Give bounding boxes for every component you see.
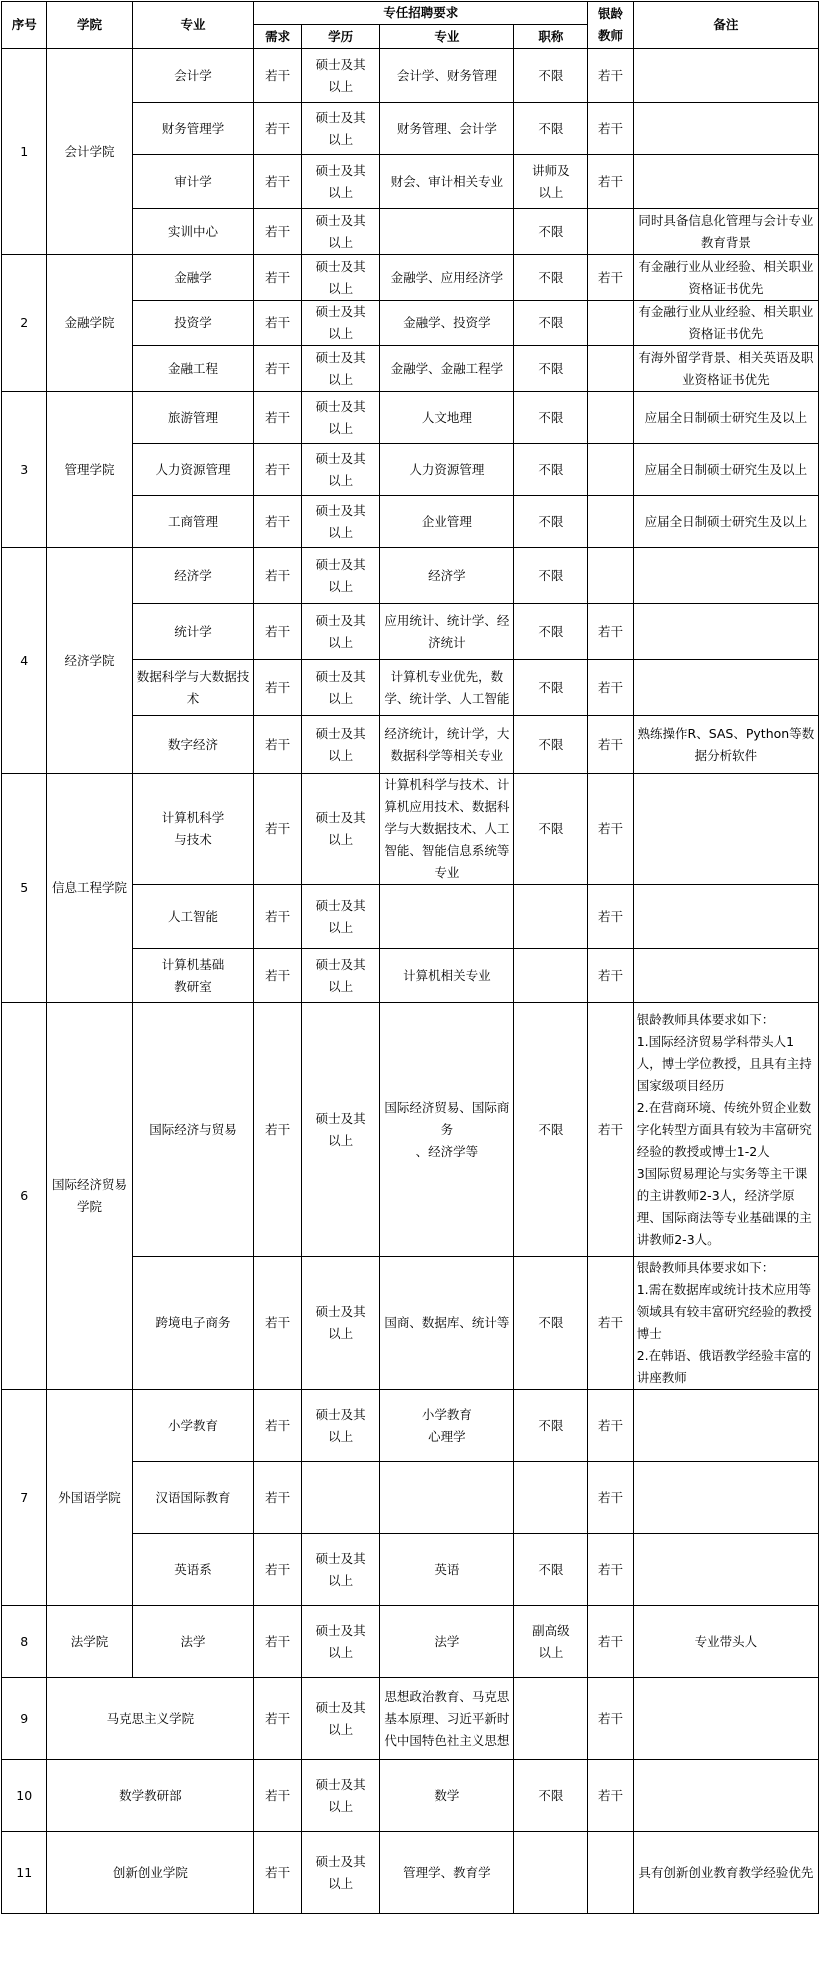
table-row [2, 392, 819, 444]
major-cell: 计算机基础 教研室 [132, 949, 254, 1003]
req-major-cell: 人力资源管理 [380, 444, 514, 496]
remark-cell [633, 103, 818, 155]
remark-cell: 有海外留学背景、相关英语及职业资格证书优先 [633, 346, 818, 392]
demand-cell: 若干 [254, 548, 302, 604]
req-major-cell: 计算机专业优先，数学、统计学、人工智能 [380, 660, 514, 716]
demand-cell: 若干 [254, 1462, 302, 1534]
title-cell: 不限 [514, 660, 588, 716]
remark-cell [633, 155, 818, 209]
demand-cell: 若干 [254, 444, 302, 496]
major-cell: 统计学 [132, 604, 254, 660]
header-degree: 学历 [301, 25, 379, 49]
silver-cell: 若干 [588, 604, 633, 660]
demand-cell: 若干 [254, 1678, 302, 1760]
major-cell: 金融工程 [132, 346, 254, 392]
demand-cell: 若干 [254, 49, 302, 103]
req-major-cell [380, 1462, 514, 1534]
silver-cell: 若干 [588, 949, 633, 1003]
degree-cell: 硕士及其 以上 [301, 1390, 379, 1462]
remark-cell [633, 1534, 818, 1606]
degree-cell: 硕士及其 以上 [301, 1003, 379, 1257]
demand-cell: 若干 [254, 604, 302, 660]
table-row [2, 1003, 819, 1257]
remark-cell [633, 1678, 818, 1760]
demand-cell: 若干 [254, 346, 302, 392]
silver-cell: 若干 [588, 660, 633, 716]
req-major-cell: 计算机相关专业 [380, 949, 514, 1003]
degree-cell [301, 1462, 379, 1534]
seq-cell: 10 [2, 1760, 47, 1832]
title-cell [514, 885, 588, 949]
title-cell: 不限 [514, 255, 588, 301]
college-cell: 会计学院 [47, 49, 132, 255]
degree-cell: 硕士及其 以上 [301, 774, 379, 885]
header-req-major: 专业 [380, 25, 514, 49]
major-cell: 金融学 [132, 255, 254, 301]
demand-cell: 若干 [254, 1606, 302, 1678]
major-cell: 计算机科学 与技术 [132, 774, 254, 885]
demand-cell: 若干 [254, 1832, 302, 1914]
req-major-cell: 法学 [380, 1606, 514, 1678]
header-seq: 序号 [2, 2, 47, 49]
seq-cell: 8 [2, 1606, 47, 1678]
silver-cell [588, 1832, 633, 1914]
major-cell: 投资学 [132, 301, 254, 346]
degree-cell: 硕士及其 以上 [301, 1606, 379, 1678]
college-cell: 马克思主义学院 [47, 1678, 254, 1760]
demand-cell: 若干 [254, 774, 302, 885]
demand-cell: 若干 [254, 660, 302, 716]
req-major-cell: 企业管理 [380, 496, 514, 548]
remark-cell [633, 1760, 818, 1832]
seq-cell: 2 [2, 255, 47, 392]
remark-cell: 熟练操作R、SAS、Python等数据分析软件 [633, 716, 818, 774]
title-cell [514, 1462, 588, 1534]
title-cell: 不限 [514, 1390, 588, 1462]
silver-cell: 若干 [588, 1462, 633, 1534]
remark-cell [633, 1390, 818, 1462]
req-major-cell: 管理学、教育学 [380, 1832, 514, 1914]
remark-cell: 有金融行业从业经验、相关职业资格证书优先 [633, 255, 818, 301]
req-major-cell: 英语 [380, 1534, 514, 1606]
title-cell: 不限 [514, 1257, 588, 1390]
title-cell: 副高级 以上 [514, 1606, 588, 1678]
demand-cell: 若干 [254, 392, 302, 444]
title-cell: 不限 [514, 1760, 588, 1832]
req-major-cell: 计算机科学与技术、计算机应用技术、数据科学与大数据技术、人工智能、智能信息系统等专业 [380, 774, 514, 885]
demand-cell: 若干 [254, 716, 302, 774]
table-row [2, 1832, 819, 1914]
college-cell: 经济学院 [47, 548, 132, 774]
title-cell [514, 1678, 588, 1760]
silver-cell: 若干 [588, 155, 633, 209]
seq-cell: 3 [2, 392, 47, 548]
major-cell: 跨境电子商务 [132, 1257, 254, 1390]
req-major-cell: 经济统计，统计学，大数据科学等相关专业 [380, 716, 514, 774]
seq-cell: 4 [2, 548, 47, 774]
major-cell: 英语系 [132, 1534, 254, 1606]
major-cell: 财务管理学 [132, 103, 254, 155]
table-row [2, 548, 819, 604]
remark-cell: 有金融行业从业经验、相关职业资格证书优先 [633, 301, 818, 346]
silver-cell [588, 444, 633, 496]
req-major-cell: 人文地理 [380, 392, 514, 444]
degree-cell: 硕士及其 以上 [301, 660, 379, 716]
remark-cell: 应届全日制硕士研究生及以上 [633, 444, 818, 496]
college-cell: 外国语学院 [47, 1390, 132, 1606]
header-title: 职称 [514, 25, 588, 49]
seq-cell: 6 [2, 1003, 47, 1390]
title-cell: 不限 [514, 548, 588, 604]
degree-cell: 硕士及其 以上 [301, 209, 379, 255]
degree-cell: 硕士及其 以上 [301, 496, 379, 548]
demand-cell: 若干 [254, 496, 302, 548]
major-cell: 旅游管理 [132, 392, 254, 444]
demand-cell: 若干 [254, 1534, 302, 1606]
table-row [2, 49, 819, 103]
silver-cell: 若干 [588, 1390, 633, 1462]
req-major-cell: 经济学 [380, 548, 514, 604]
degree-cell: 硕士及其 以上 [301, 49, 379, 103]
header-silver: 银龄 教师 [588, 2, 633, 49]
header-major: 专业 [132, 2, 254, 49]
major-cell: 人力资源管理 [132, 444, 254, 496]
silver-cell: 若干 [588, 1257, 633, 1390]
major-cell: 人工智能 [132, 885, 254, 949]
degree-cell: 硕士及其 以上 [301, 301, 379, 346]
college-cell: 国际经济贸易学院 [47, 1003, 132, 1390]
seq-cell: 9 [2, 1678, 47, 1760]
major-cell: 实训中心 [132, 209, 254, 255]
remark-cell: 同时具备信息化管理与会计专业教育背景 [633, 209, 818, 255]
degree-cell: 硕士及其 以上 [301, 1832, 379, 1914]
silver-cell: 若干 [588, 716, 633, 774]
seq-cell: 5 [2, 774, 47, 1003]
demand-cell: 若干 [254, 301, 302, 346]
silver-cell [588, 209, 633, 255]
degree-cell: 硕士及其 以上 [301, 548, 379, 604]
demand-cell: 若干 [254, 1390, 302, 1462]
college-cell: 管理学院 [47, 392, 132, 548]
title-cell: 不限 [514, 1003, 588, 1257]
college-cell: 金融学院 [47, 255, 132, 392]
demand-cell: 若干 [254, 255, 302, 301]
silver-cell: 若干 [588, 774, 633, 885]
title-cell: 讲师及 以上 [514, 155, 588, 209]
major-cell: 数据科学与大数据技术 [132, 660, 254, 716]
remark-cell [633, 49, 818, 103]
major-cell: 数字经济 [132, 716, 254, 774]
title-cell: 不限 [514, 774, 588, 885]
silver-cell [588, 496, 633, 548]
demand-cell: 若干 [254, 209, 302, 255]
req-major-cell [380, 885, 514, 949]
req-major-cell: 国际经济贸易、国际商务 、经济学等 [380, 1003, 514, 1257]
table-row [2, 774, 819, 885]
silver-cell: 若干 [588, 1678, 633, 1760]
req-major-cell: 小学教育 心理学 [380, 1390, 514, 1462]
table-body [2, 49, 819, 1914]
degree-cell: 硕士及其 以上 [301, 604, 379, 660]
demand-cell: 若干 [254, 1003, 302, 1257]
major-cell: 国际经济与贸易 [132, 1003, 254, 1257]
req-major-cell: 财务管理、会计学 [380, 103, 514, 155]
college-cell: 信息工程学院 [47, 774, 132, 1003]
table-row [2, 1390, 819, 1462]
header-group: 专任招聘要求 [254, 2, 588, 25]
header-demand: 需求 [254, 25, 302, 49]
major-cell: 汉语国际教育 [132, 1462, 254, 1534]
remark-cell: 具有创新创业教育教学经验优先 [633, 1832, 818, 1914]
degree-cell: 硕士及其 以上 [301, 1678, 379, 1760]
title-cell: 不限 [514, 496, 588, 548]
remark-cell: 应届全日制硕士研究生及以上 [633, 392, 818, 444]
silver-cell: 若干 [588, 1606, 633, 1678]
major-cell: 工商管理 [132, 496, 254, 548]
degree-cell: 硕士及其 以上 [301, 155, 379, 209]
major-cell: 经济学 [132, 548, 254, 604]
title-cell: 不限 [514, 604, 588, 660]
remark-cell [633, 1462, 818, 1534]
title-cell: 不限 [514, 103, 588, 155]
silver-cell: 若干 [588, 49, 633, 103]
req-major-cell: 数学 [380, 1760, 514, 1832]
title-cell [514, 949, 588, 1003]
title-cell: 不限 [514, 209, 588, 255]
req-major-cell: 金融学、投资学 [380, 301, 514, 346]
silver-cell: 若干 [588, 255, 633, 301]
demand-cell: 若干 [254, 155, 302, 209]
recruitment-table [1, 1, 819, 1914]
degree-cell: 硕士及其 以上 [301, 444, 379, 496]
remark-cell [633, 949, 818, 1003]
degree-cell: 硕士及其 以上 [301, 1257, 379, 1390]
title-cell: 不限 [514, 301, 588, 346]
demand-cell: 若干 [254, 103, 302, 155]
seq-cell: 1 [2, 49, 47, 255]
silver-cell: 若干 [588, 103, 633, 155]
degree-cell: 硕士及其 以上 [301, 949, 379, 1003]
title-cell: 不限 [514, 716, 588, 774]
remark-cell [633, 774, 818, 885]
degree-cell: 硕士及其 以上 [301, 1534, 379, 1606]
silver-cell [588, 548, 633, 604]
header-remark: 备注 [633, 2, 818, 49]
req-major-cell: 会计学、财务管理 [380, 49, 514, 103]
req-major-cell: 金融学、应用经济学 [380, 255, 514, 301]
table-row [2, 255, 819, 301]
demand-cell: 若干 [254, 949, 302, 1003]
silver-cell: 若干 [588, 885, 633, 949]
remark-cell [633, 604, 818, 660]
remark-cell: 银龄教师具体要求如下： 1.国际经济贸易学科带头人1人，博士学位教授，且具有主持国家级项目经历 2.在营商环境、传统外贸企业数字化转型方面具有较为丰富研究经验的教授或博士1-2人 3国际贸易理论与实务等主干课的主讲教师2-3人，经济学原理、国际商法等专业基础课的主讲教师2-3人。 [633, 1003, 818, 1257]
college-cell: 创新创业学院 [47, 1832, 254, 1914]
demand-cell: 若干 [254, 1760, 302, 1832]
demand-cell: 若干 [254, 885, 302, 949]
title-cell: 不限 [514, 49, 588, 103]
remark-cell: 应届全日制硕士研究生及以上 [633, 496, 818, 548]
seq-cell: 7 [2, 1390, 47, 1606]
req-major-cell: 思想政治教育、马克思基本原理、习近平新时代中国特色社主义思想 [380, 1678, 514, 1760]
degree-cell: 硕士及其 以上 [301, 392, 379, 444]
degree-cell: 硕士及其 以上 [301, 103, 379, 155]
degree-cell: 硕士及其 以上 [301, 716, 379, 774]
req-major-cell: 财会、审计相关专业 [380, 155, 514, 209]
title-cell [514, 1832, 588, 1914]
college-cell: 数学教研部 [47, 1760, 254, 1832]
major-cell: 审计学 [132, 155, 254, 209]
silver-cell: 若干 [588, 1760, 633, 1832]
silver-cell: 若干 [588, 1003, 633, 1257]
degree-cell: 硕士及其 以上 [301, 346, 379, 392]
major-cell: 法学 [132, 1606, 254, 1678]
college-cell: 法学院 [47, 1606, 132, 1678]
table-row [2, 1678, 819, 1760]
silver-cell [588, 392, 633, 444]
major-cell: 会计学 [132, 49, 254, 103]
table-row [2, 1760, 819, 1832]
title-cell: 不限 [514, 392, 588, 444]
silver-cell [588, 346, 633, 392]
remark-cell [633, 885, 818, 949]
req-major-cell: 金融学、金融工程学 [380, 346, 514, 392]
req-major-cell [380, 209, 514, 255]
remark-cell: 专业带头人 [633, 1606, 818, 1678]
seq-cell: 11 [2, 1832, 47, 1914]
req-major-cell: 应用统计、统计学、经济统计 [380, 604, 514, 660]
header-college: 学院 [47, 2, 132, 49]
degree-cell: 硕士及其 以上 [301, 885, 379, 949]
title-cell: 不限 [514, 444, 588, 496]
table-row [2, 1606, 819, 1678]
degree-cell: 硕士及其 以上 [301, 255, 379, 301]
title-cell: 不限 [514, 346, 588, 392]
major-cell: 小学教育 [132, 1390, 254, 1462]
remark-cell [633, 548, 818, 604]
silver-cell [588, 301, 633, 346]
remark-cell [633, 660, 818, 716]
req-major-cell: 国商、数据库、统计等 [380, 1257, 514, 1390]
title-cell: 不限 [514, 1534, 588, 1606]
degree-cell: 硕士及其 以上 [301, 1760, 379, 1832]
demand-cell: 若干 [254, 1257, 302, 1390]
remark-cell: 银龄教师具体要求如下： 1.需在数据库或统计技术应用等领域具有较丰富研究经验的教授博士 2.在韩语、俄语教学经验丰富的讲座教师 [633, 1257, 818, 1390]
silver-cell: 若干 [588, 1534, 633, 1606]
